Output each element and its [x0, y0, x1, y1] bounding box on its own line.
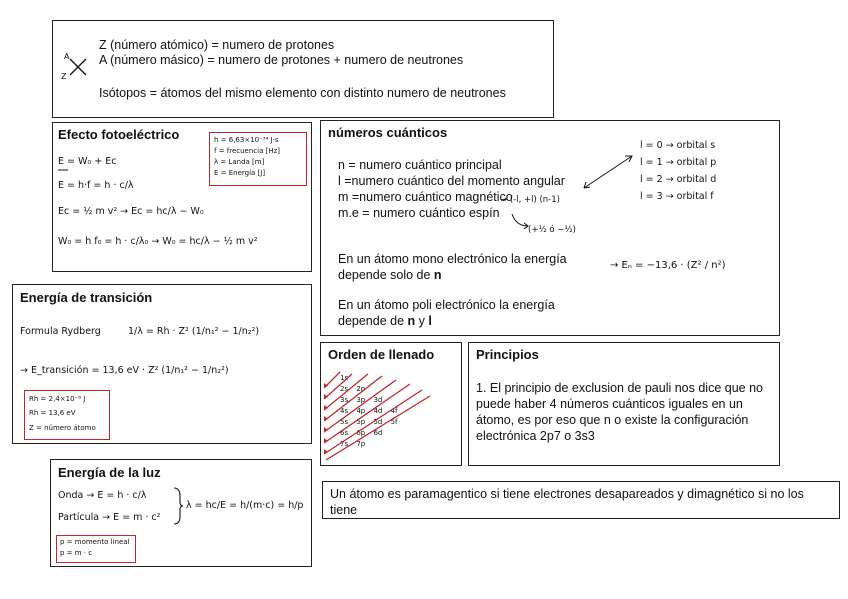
photoelectric-legend-4: E = Energía [J] — [214, 169, 266, 177]
transition-title: Energía de transición — [20, 290, 153, 305]
poli-line2-mid: y — [415, 314, 429, 328]
quantum-m-note: → (-l, +l) (n-1) — [500, 195, 560, 205]
light-result: λ = hc/E = h/(m·c) = h/p — [186, 500, 304, 511]
mono-line2-text: depende solo de — [338, 268, 434, 282]
photoelectric-eq3: Ec = ½ m v² → Ec = hc/λ − W₀ — [58, 206, 204, 217]
poli-line2-bold-n: n — [407, 314, 416, 328]
orbital-s: l = 0 → orbital s — [640, 140, 716, 151]
filling-diagonal-arrows — [318, 366, 458, 462]
filling-row-2: 2s 2p — [340, 385, 366, 393]
light-particle: Partícula → E = m · c² — [58, 512, 161, 523]
filling-row-7: 7s 7p — [340, 440, 366, 448]
isotopes-definition: Isótopos = átomos del mismo elemento con distinto numero de neutrones — [99, 86, 506, 100]
paramagnetic-line-1: Un átomo es paramagentico si tiene electrones desapareados y dimagnético si no los — [330, 487, 804, 501]
transition-legend-3: Z = número átomo — [29, 424, 96, 432]
transition-legend-2: Rh = 13,6 eV — [29, 409, 76, 417]
principles-line-3: átomo, es por eso que n o existe la configuración — [476, 413, 749, 427]
photoelectric-eq2: E = h·f = h · c/λ — [58, 180, 134, 191]
filling-row-5: 5s 5p 5d 5f — [340, 418, 398, 426]
eq1-underline — [58, 169, 70, 171]
light-brace — [172, 486, 184, 526]
poli-electronic-line1: En un átomo poli electrónico la energía — [338, 298, 555, 312]
quantum-m: m =numero cuántico magnético — [338, 190, 513, 204]
transition-legend-1: Rh = 2,4×10⁻⁸ J — [29, 395, 86, 403]
orbital-f: l = 3 → orbital f — [640, 191, 714, 202]
symbol-z: Z — [61, 72, 67, 81]
mono-energy-eq: → Eₙ = −13,6 · (Z² / n²) — [610, 260, 726, 271]
mono-electronic-line2 — [338, 268, 442, 283]
filling-title: Orden de llenado — [328, 347, 435, 362]
me-arrow — [510, 212, 532, 230]
principles-line-2: puede haber 4 números cuánticos iguales en un — [476, 397, 743, 411]
filling-row-4: 4s 4p 4d 4f — [340, 407, 398, 415]
principles-line-1: 1. El principio de exclusion de pauli nos dice que no — [476, 381, 763, 395]
rydberg-label: Formula Rydberg — [20, 326, 101, 337]
photoelectric-legend-3: λ = Landa [m] — [214, 158, 265, 166]
poli-line2-bold-l: l — [428, 314, 432, 328]
photoelectric-legend-1: h = 6,63×10⁻³⁴ J·s — [214, 136, 279, 144]
poli-electronic-line2 — [338, 314, 432, 329]
element-x-mark — [68, 57, 88, 77]
orbital-d: l = 2 → orbital d — [640, 174, 717, 185]
quantum-title: números cuánticos — [328, 125, 448, 140]
quantum-me: m.e = numero cuántico espín — [338, 206, 500, 220]
filling-row-6: 6s 6p 6d — [340, 429, 383, 437]
mono-line2-bold: n — [433, 268, 442, 282]
light-legend-2: p = m · c — [60, 549, 93, 557]
l-arrow — [580, 152, 640, 192]
filling-row-3: 3s 3p 3d — [340, 396, 383, 404]
light-legend-1: p = momento lineal — [60, 538, 130, 546]
principles-title: Principios — [476, 347, 539, 362]
quantum-n: n = numero cuántico principal — [338, 158, 502, 172]
principles-line-4: electrónica 2p7 o 3s3 — [476, 429, 595, 443]
quantum-me-note: (+½ ó −½) — [528, 225, 576, 235]
definitions-box — [52, 20, 554, 118]
quantum-l: l =numero cuántico del momento angular — [338, 174, 565, 188]
filling-row-1: 1s — [340, 374, 349, 382]
photoelectric-legend-2: f = frecuencia [Hz] — [214, 147, 281, 155]
light-wave: Onda → E = h · c/λ — [58, 490, 147, 501]
photoelectric-title: Efecto fotoeléctrico — [58, 127, 180, 142]
photoelectric-eq1: E = W₀ + Ec — [58, 156, 117, 167]
a-definition: A (número másico) = numero de protones + numero de neutrones — [99, 53, 464, 67]
mono-electronic-line1: En un átomo mono electrónico la energía — [338, 252, 567, 266]
rydberg-equation: 1/λ = Rh · Z² (1/n₁² − 1/n₂²) — [128, 326, 260, 337]
photoelectric-eq4: W₀ = h f₀ = h · c/λ₀ → W₀ = hc/λ − ½ m v² — [58, 236, 258, 247]
poli-line2-text: depende de — [338, 314, 408, 328]
light-title: Energía de la luz — [58, 465, 161, 480]
paramagnetic-line-2: tiene — [330, 503, 358, 517]
z-definition: Z (número atómico) = numero de protones — [99, 38, 335, 52]
orbital-p: l = 1 → orbital p — [640, 157, 717, 168]
symbol-a: A — [64, 52, 70, 61]
transition-equation: → E_transición = 13,6 eV · Z² (1/n₁² − 1/n₂²) — [20, 365, 229, 376]
